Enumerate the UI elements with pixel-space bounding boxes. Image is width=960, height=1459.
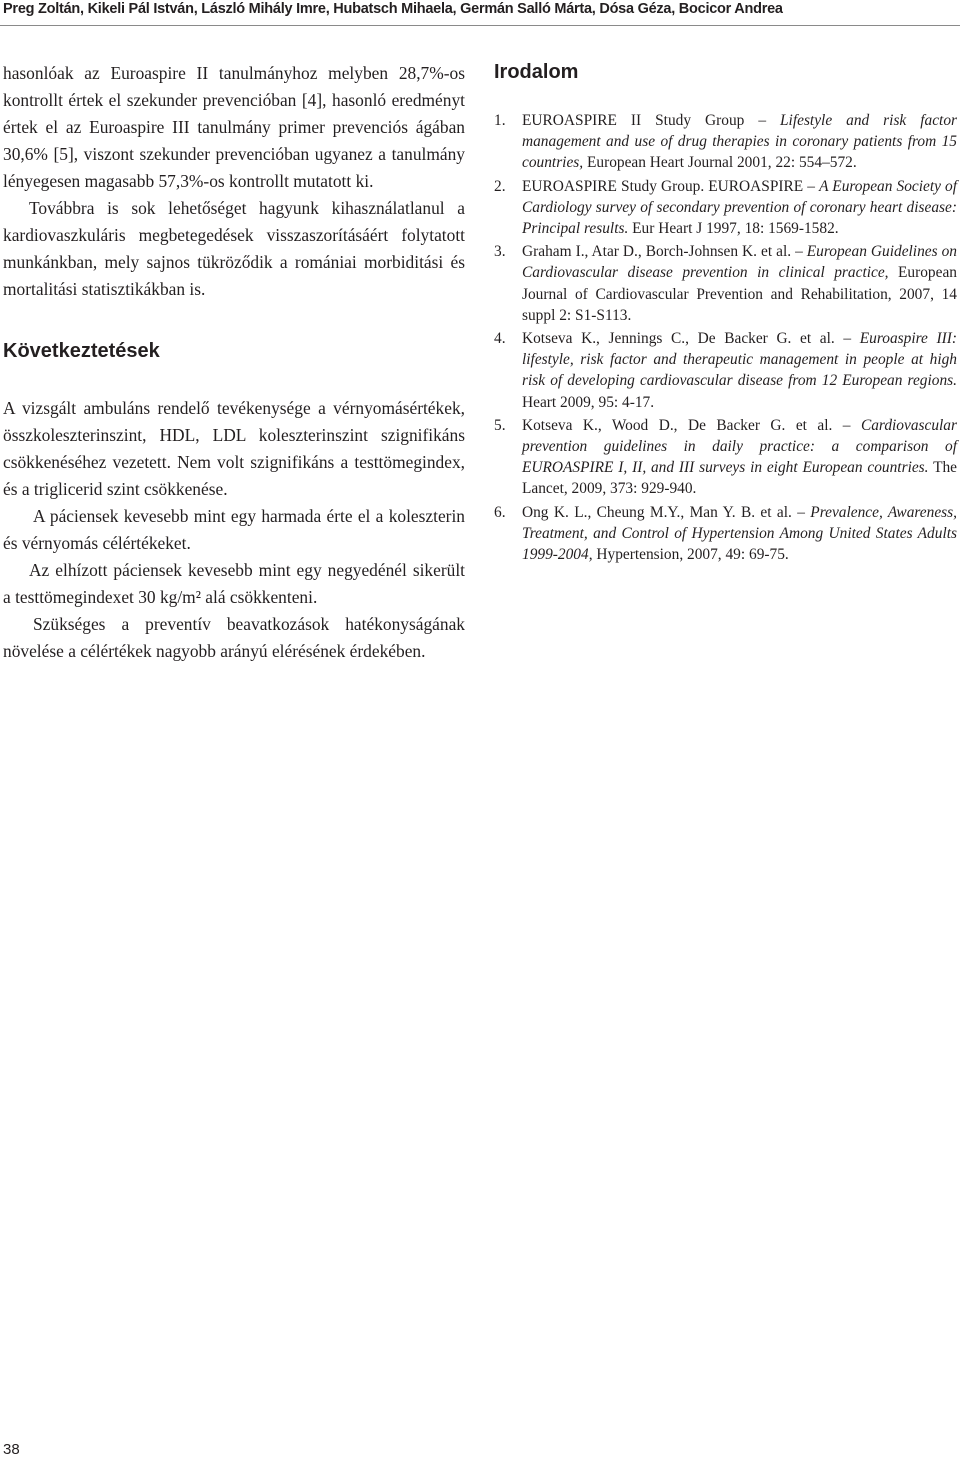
reference-number: 6. — [494, 503, 506, 521]
reference-number: 5. — [494, 416, 506, 434]
reference-source: Eur Heart J 1997, 18: 1569-1582. — [628, 220, 839, 238]
reference-source: European Journal of Cardiovascular Prevention and Rehabilitation, 2007, 14 suppl 2: S1-S113. — [522, 264, 957, 324]
reference-number: 4. — [494, 330, 506, 348]
running-head: Preg Zoltán, Kikeli Pál István, László Mihály Imre, Hubatsch Mihaela, Germán Salló Márta, Dósa Géza, Bocicor Andrea — [3, 1, 783, 17]
reference-source: Heart 2009, 95: 4-17. — [522, 393, 655, 411]
reference-number: 3. — [494, 243, 506, 261]
reference-source: The Lancet, 2009, 373: 929-940. — [522, 459, 958, 498]
reference-number: 2. — [494, 177, 506, 195]
reference-authors: EUROASPIRE Study Group. EUROASPIRE – — [522, 177, 820, 195]
reference-item — [494, 328, 957, 413]
references-column — [494, 58, 957, 567]
reference-title: A European Society of Cardiology survey of secondary prevention of coronary heart disease: Principal results. — [522, 177, 957, 238]
body-paragraph-1: hasonlóak az Euroaspire II tanulmányhoz melyben 28,7%-os kontrollt értek el szekunder prevencióban [4], hasonló eredményt értek el az Euroaspire III tanulmány primer prevenciós ágában 30,6% [5], viszont szekunder prevencióban ugyanez a tanulmány lényegesen magasabb 57,3%-os kontrollt mutatott ki. — [3, 63, 465, 191]
left-column — [3, 60, 465, 665]
reference-title: European Guidelines on Cardiovascular disease prevention in clinical practice, — [522, 243, 957, 282]
reference-title: Euroaspire III: lifestyle, risk factor and therapeutic management in people at high risk of developing cardiovascular disease from 12 European regions. — [522, 330, 957, 390]
reference-item — [494, 110, 957, 174]
conclusion-paragraph-2: A páciensek kevesebb mint egy harmada érte el a koleszterin és vérnyomás célértékeket. — [3, 506, 465, 553]
page-number: 38 — [3, 1441, 20, 1458]
reference-authors: Kotseva K., Jennings C., De Backer G. et al. – — [522, 330, 860, 348]
conclusion-paragraph-4: Szükséges a preventív beavatkozások hatékonyságának növelése a célértékek nagyobb arányú elérésének érdekében. — [3, 614, 465, 661]
conclusion-paragraph-3: Az elhízott páciensek kevesebb mint egy negyedénél sikerült a testtömegindexet 30 kg/m² alá csökkenteni. — [3, 560, 465, 607]
reference-item — [494, 415, 957, 500]
reference-title: Prevalence, Awareness, Treatment, and Control of Hypertension Among United States Adults 1999-2004, — [522, 503, 957, 564]
reference-authors: Graham I., Atar D., Borch-Johnsen K. et al. – — [522, 243, 807, 261]
reference-authors: EUROASPIRE II Study Group – — [522, 112, 780, 129]
reference-source: Hypertension, 2007, 49: 69-75. — [592, 546, 789, 564]
reference-item — [494, 241, 957, 326]
body-paragraph-2: Továbbra is sok lehetőséget hagyunk kihasználatlanul a kardiovaszkuláris megbetegedések visszaszorításáért folytatott munkánkban, mely sajnos tükröződik a romániai morbiditási és mortalitási statisztikákban is. — [3, 198, 465, 299]
reference-authors: Ong K. L., Cheung M.Y., Man Y. B. et al. – — [522, 503, 811, 521]
reference-authors: Kotseva K., Wood D., De Backer G. et al. – — [522, 416, 861, 434]
header-rule — [0, 25, 960, 26]
reference-item — [494, 176, 957, 240]
reference-number: 1. — [494, 112, 506, 129]
references-title: Irodalom — [494, 61, 579, 83]
reference-title: Cardiovascular prevention guidelines in daily practice: a comparison of EUROASPIRE I, II, and III surveys in eight European countries. — [522, 416, 957, 477]
conclusion-paragraph-1: A vizsgált ambuláns rendelő tevékenysége a vérnyomásértékek, összkoleszterinszint, HDL, LDL koleszterinszint szignifikáns csökkenéséhez vezetett. Nem volt szignifikáns a testtömegindex, és a triglicerid szint csökkenése. — [3, 398, 465, 499]
reference-source: European Heart Journal 2001, 22: 554–572. — [583, 154, 857, 172]
reference-title: Lifestyle and risk factor management and use of drug therapies in coronary patients from 15 countries, — [522, 112, 958, 172]
reference-item — [494, 502, 957, 566]
section-title-conclusions: Következtetések — [3, 340, 160, 362]
